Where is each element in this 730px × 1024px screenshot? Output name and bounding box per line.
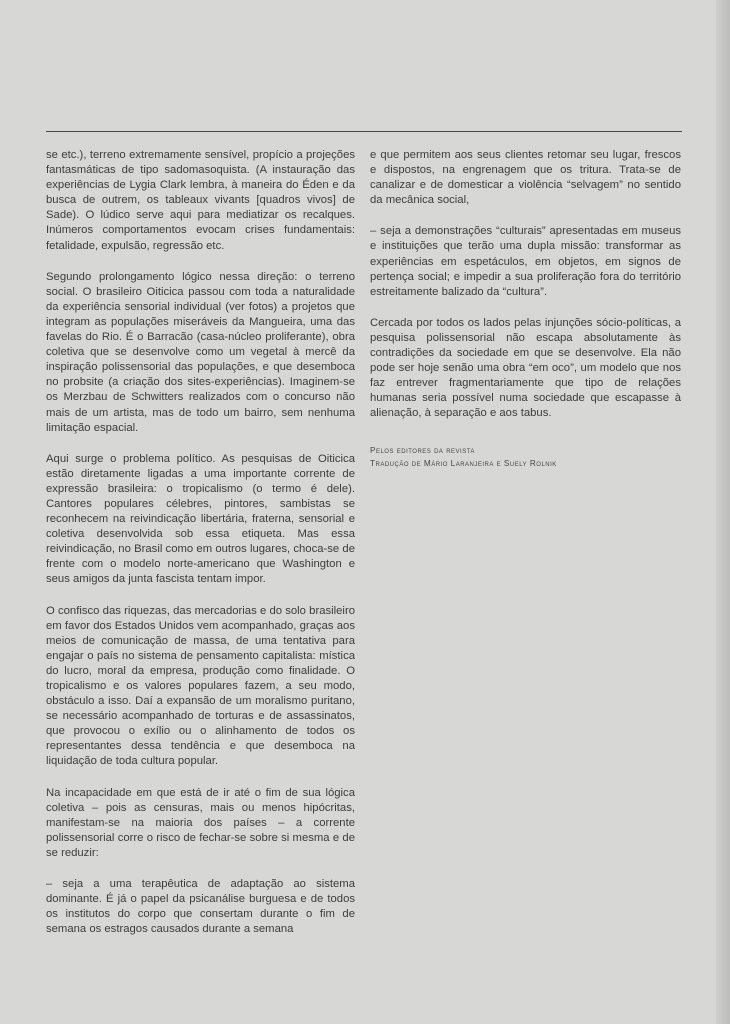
left-column bbox=[46, 148, 355, 953]
translation-credit: Tradução de Mário Laranjeira e Suely Rolnik bbox=[370, 458, 557, 468]
credits bbox=[370, 444, 681, 470]
paragraph: – seja a demonstrações “culturais” apresentadas em museus e instituições que terão uma dupla missão: transformar as experiências em espetáculos, em objetos, em signos de pertença social; e impedir a sua proliferação fora do território estreitamente balizado da “cultura”. bbox=[370, 225, 681, 298]
right-column bbox=[370, 148, 681, 470]
paragraph: se etc.), terreno extremamente sensível, propício a projeções fantasmáticas de tipo sadomasoquista. (A instauração das experiências de Lygia Clark lembra, à maneira do Éden e da busca de outrem, os tableaux vivants [quadros vivos] de Sade). O lúdico serve aqui para mediatizar os recalques. Inúmeros comportamentos evocam crises fundamentais: fetalidade, expulsão, regressão etc. bbox=[46, 149, 355, 252]
editor-credit: Pelos editores da revista bbox=[370, 445, 475, 455]
paragraph: Cercada por todos os lados pelas injunções sócio-políticas, a pesquisa polissensorial não escapa absolutamente às contradições da sociedade em que se desenvolve. Ela não pode ser hoje senão uma obra “em oco”, um modelo que nos faz entrever fragmentariamente que tipo de relações humanas seria possível numa sociedade que escapasse à alienação, à separação e aos tabus. bbox=[370, 316, 681, 420]
paragraph: Na incapacidade em que está de ir até o fim de sua lógica coletiva – pois as censuras, mais ou menos hipócritas, manifestam-se na maioria dos países – a corrente polissensorial corre o risco de fechar-se sobre si mesma e de se reduzir: bbox=[46, 786, 355, 859]
paragraph: Aqui surge o problema político. As pesquisas de Oiticica estão diretamente ligadas a uma importante corrente de expressão brasileira: o tropicalismo (o termo é dele). Cantores populares célebres, pintores, sambistas se reconhecem na reivindicação libertária, fraterna, sensorial e coletiva desenvolvida sob essa etiqueta. Mas essa reivindicação, no Brasil como em outros lugares, choca-se de frente com o modelo norte-americano que Washington e seus amigos da junta fascista tentam impor. bbox=[46, 452, 355, 586]
paragraph: O confisco das riquezas, das mercadorias e do solo brasileiro em favor dos Estados Unidos vem acompanhado, graças aos meios de comunicação de massa, de uma tentativa para engajar o país no sistema de pensamento capitalista: mística do lucro, moral da empresa, produção como finalidade. O tropicalismo e os valores populares fazem, a seu modo, obstáculo a isso. Daí a expansão de um moralismo puritano, se necessário acompanhado de torturas e de assassinatos, que provocou o exílio ou o alinhamento de todos os representantes dessa tendência e que desemboca na liquidação de toda cultura popular. bbox=[46, 604, 355, 768]
paragraph: Segundo prolongamento lógico nessa direção: o terreno social. O brasileiro Oiticica passou com toda a naturalidade da experiência sensorial individual (ver fotos) a projetos que integram as populações miseráveis da Mangueira, uma das favelas do Rio. É o Barracão (casa-núcleo proliferante), obra coletiva que se desenvolve como um vegetal à mercê da inspiração polissensorial das populações, e que desemboca no probsite (a criação dos sites-experiências). Imaginem-se os Merzbau de Schwitters realizados com o concurso não mais de um artista, mas de todo um bairro, sem nenhuma limitação espacial. bbox=[46, 270, 355, 434]
paragraph: e que permitem aos seus clientes retomar seu lugar, frescos e dispostos, na engrenagem que os tritura. Trata-se de canalizar e de domesticar a violência “selvagem” no sentido da mecânica social, bbox=[370, 149, 681, 207]
page-edge-shadow bbox=[716, 0, 730, 1024]
header-rule bbox=[46, 131, 682, 132]
paragraph: – seja a uma terapêutica de adaptação ao sistema dominante. É já o papel da psicanálise burguesa e de todos os institutos do corpo que consertam durante o fim de semana os estragos causados durante a semana bbox=[46, 878, 355, 936]
